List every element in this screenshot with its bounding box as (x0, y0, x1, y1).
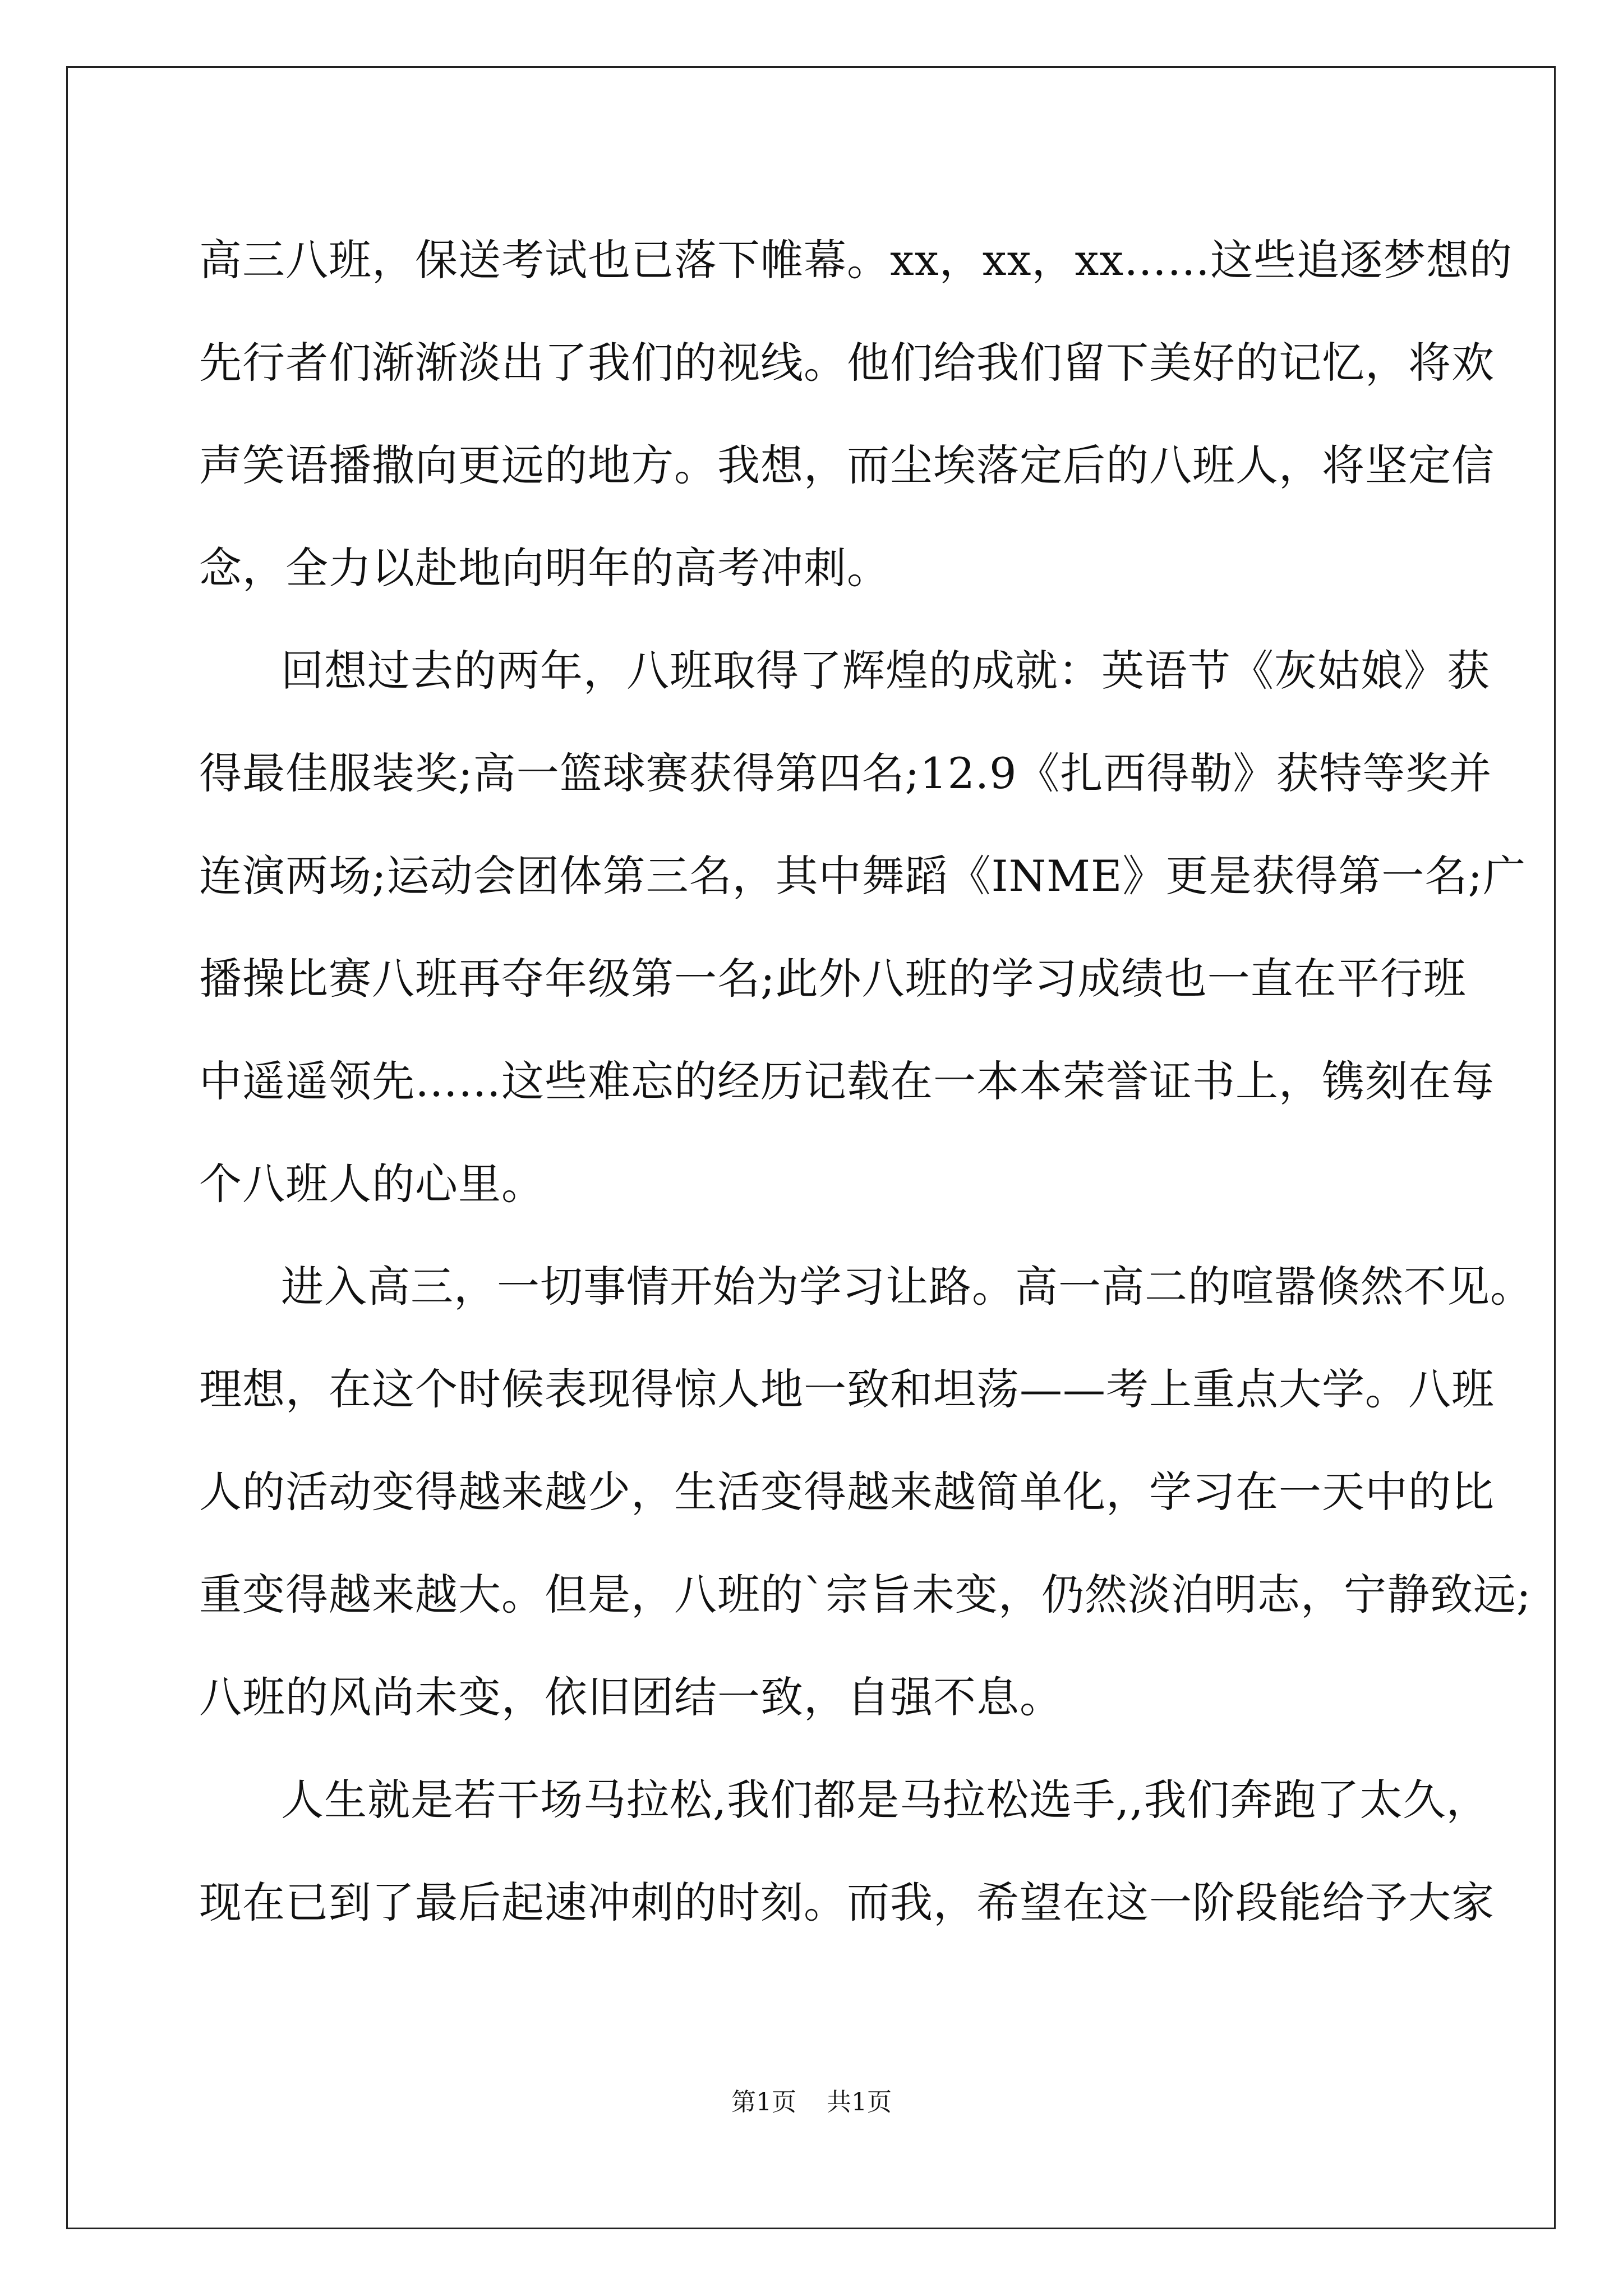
text-line: 念，全力以赴地向明年的高考冲刺。 (199, 543, 890, 593)
text-line: 得最佳服装奖;高一篮球赛获得第四名;12.9《扎西得勒》获特等奖并 (199, 748, 1492, 798)
text-line: 个八班人的心里。 (199, 1159, 545, 1209)
page-number: 第1页 (731, 2088, 796, 2116)
text-line: 人的活动变得越来越少，生活变得越来越简单化，学习在一天中的比 (199, 1467, 1495, 1517)
text-line: 理想，在这个时候表现得惊人地一致和坦荡——考上重点大学。八班 (199, 1364, 1495, 1414)
text-line: 中遥遥领先……这些难忘的经历记载在一本本荣誉证书上，镌刻在每 (199, 1056, 1495, 1106)
text-line: 现在已到了最后起速冲刺的时刻。而我，希望在这一阶段能给予大家 (199, 1878, 1495, 1927)
text-line: 连演两场;运动会团体第三名，其中舞蹈《INME》更是获得第一名;广 (199, 851, 1527, 901)
text-line: 高三八班，保送考试也已落下帷幕。xx，xx，xx……这些追逐梦想的 (199, 235, 1513, 285)
text-line: 八班的风尚未变，依旧团结一致，自强不息。 (199, 1672, 1063, 1722)
text-line: 进入高三，一切事情开始为学习让路。高一高二的喧嚣倏然不见。 (281, 1262, 1533, 1312)
page-footer (0, 2086, 1623, 2119)
text-line: 回想过去的两年，八班取得了辉煌的成就：英语节《灰姑娘》获 (281, 646, 1490, 696)
text-line: 先行者们渐渐淡出了我们的视线。他们给我们留下美好的记忆，将欢 (199, 338, 1495, 388)
text-line: 重变得越来越大。但是，八班的`宗旨未变，仍然淡泊明志，宁静致远; (199, 1570, 1532, 1619)
text-line: 人生就是若干场马拉松,我们都是马拉松选手,,我们奔跑了太久， (281, 1775, 1490, 1825)
document-body (199, 209, 1533, 1954)
text-line: 播操比赛八班再夺年级第一名;此外八班的学习成绩也一直在平行班 (199, 954, 1467, 1004)
page-count: 共1页 (827, 2088, 892, 2116)
text-line: 声笑语播撒向更远的地方。我想，而尘埃落定后的八班人，将坚定信 (199, 440, 1495, 490)
